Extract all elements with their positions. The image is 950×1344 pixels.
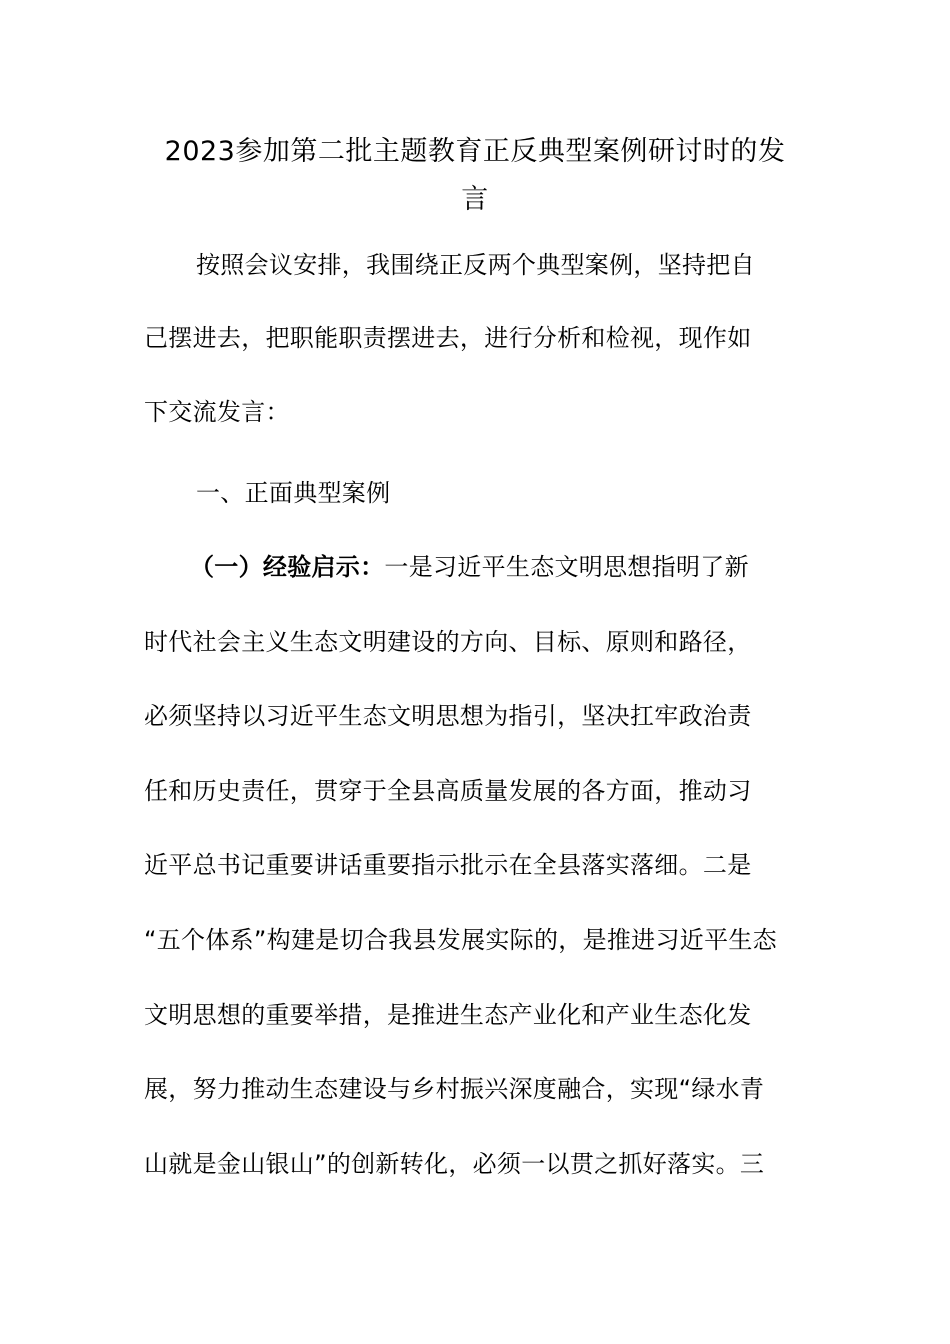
document-title-line-1: 2023参加第二批主题教育正反典型案例研讨时的发 [164, 136, 786, 167]
intro-line-3: 下交流发言： [144, 398, 290, 426]
subsection-label: （一）经验启示： [190, 553, 385, 581]
body-line: 文明思想的重要举措，是推进生态产业化和产业生态化发 [144, 1001, 752, 1029]
body-line: 必须坚持以习近平生态文明思想为指引，坚决扛牢政治责 [144, 702, 752, 730]
document-title-line-2: 言 [461, 184, 489, 215]
intro-line-2: 己摆进去，把职能职责摆进去，进行分析和检视，现作如 [144, 324, 752, 352]
body-line: 山就是金山银山”的创新转化，必须一以贯之抓好落实。三 [144, 1150, 765, 1178]
section-heading: 一、正面典型案例 [196, 479, 391, 507]
body-line: 近平总书记重要讲话重要指示批示在全县落实落细。二是 [144, 851, 752, 879]
subsection-first-line [190, 547, 812, 587]
body-line: 任和历史责任，贯穿于全县高质量发展的各方面，推动习 [144, 777, 752, 805]
intro-line-1: 按照会议安排，我围绕正反两个典型案例，坚持把自 [196, 251, 755, 279]
body-line: 展，努力推动生态建设与乡村振兴深度融合，实现“绿水青 [144, 1075, 765, 1103]
subsection-first-line-text: 一是习近平生态文明思想指明了新 [384, 553, 749, 581]
body-line: “五个体系”构建是切合我县发展实际的，是推进习近平生态 [144, 926, 777, 954]
body-line: 时代社会主义生态文明建设的方向、目标、原则和路径， [144, 628, 752, 656]
